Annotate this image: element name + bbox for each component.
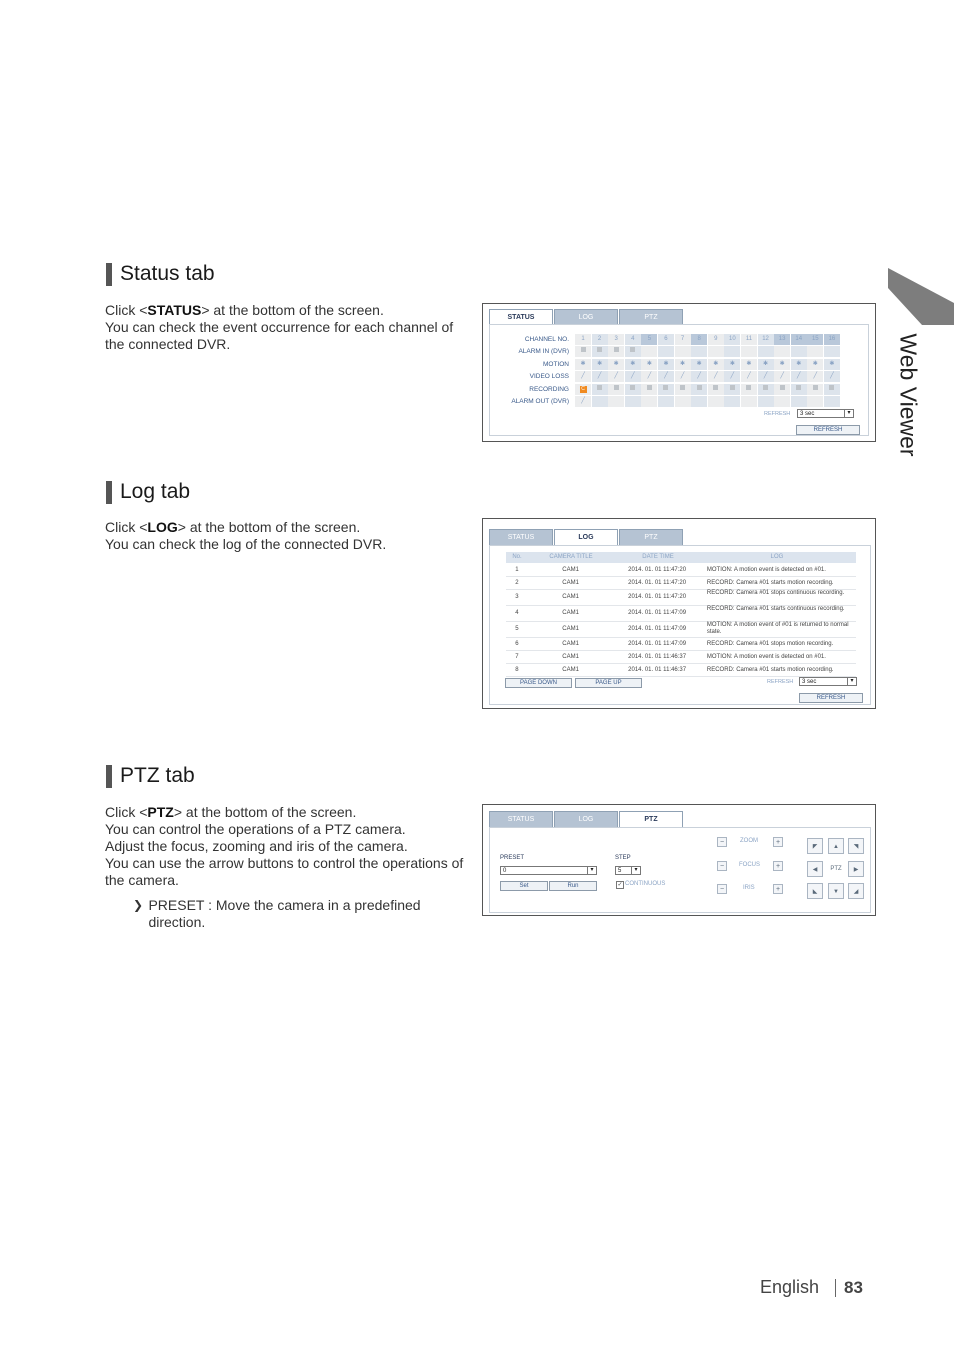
ptz-right-button[interactable]: ▶ [848,861,864,877]
alarm-dot-icon [581,347,586,352]
ptz-up-left-button[interactable]: ◤ [807,838,823,854]
footer-divider [835,1279,836,1297]
status-cell [708,396,724,407]
video-loss-icon: ╱ [675,371,691,382]
tab-ptz[interactable]: PTZ [619,529,683,546]
status-cell [824,396,840,407]
log-cell-dt: 2014. 01. 01 11:47:09 [628,641,687,647]
log-cell-log: MOTION: A motion event is detected on #01. [706,654,826,660]
log-cell-dt: 2014. 01. 01 11:47:20 [628,580,687,586]
step-label: STEP [615,855,631,861]
zoom-label: ZOOM [740,838,758,844]
alarm-dot-icon [630,347,635,352]
focus-minus-button[interactable]: − [717,861,727,871]
log-cell-no: 5 [515,626,519,632]
video-loss-icon: ╱ [658,371,674,382]
ptz-description: Click <PTZ> at the bottom of the screen. You can control the operations of a PTZ camera. Adjust the focus, zooming and iris of the camera. You can use the arrow buttons to control the operations of the camera. ❯ PRESET : Move the camera in a predefined direction. [105,804,470,931]
table-row [506,622,856,638]
status-row [495,384,841,396]
page-footer [760,1277,863,1298]
heading-bar [106,263,112,286]
recording-dot-icon [713,385,718,390]
status-row-label: ALARM IN (DVR) [518,348,569,356]
log-cell-no: 1 [515,567,519,573]
bullet-arrow-icon: ❯ [133,898,144,912]
video-loss-icon: ╱ [608,371,624,382]
video-loss-icon: ╱ [592,371,608,382]
tab-ptz[interactable]: PTZ [619,811,683,828]
video-loss-icon: ╱ [708,371,724,382]
tab-log[interactable]: LOG [554,309,618,326]
refresh-label: REFRESH [764,411,791,417]
col-no: No. [512,554,522,560]
table-row [506,606,856,622]
log-cell-log: MOTION: A motion event is detected on #01. [706,567,826,573]
log-tab-heading: Log tab [106,480,190,504]
status-row-label: CHANNEL NO. [524,336,569,343]
recording-dot-icon [614,385,619,390]
log-table-header [506,552,856,563]
log-cell-log: MOTION: A motion event of #01 is returned to normal state. [706,622,849,635]
ptz-up-right-button[interactable]: ◥ [848,838,864,854]
motion-icon: ✱ [625,359,641,370]
chevron-down-icon: ▾ [631,867,640,874]
status-cell [592,396,608,407]
recording-dot-icon [630,385,635,390]
table-row [506,564,856,577]
status-cell [608,384,624,395]
status-cell [625,396,641,407]
recording-dot-icon [663,385,668,390]
recording-dot-icon [763,385,768,390]
tab-status[interactable]: STATUS [489,811,553,828]
side-tab-marker [888,268,954,325]
refresh-button[interactable]: REFRESH [796,425,860,435]
status-cell [658,384,674,395]
channel-number: 1 [575,334,591,345]
page-up-button[interactable]: PAGE UP [575,678,642,688]
tab-ptz[interactable]: PTZ [619,309,683,326]
side-tab-label: Web Viewer [895,333,922,457]
focus-label: FOCUS [739,862,760,868]
channel-number: 11 [741,334,757,345]
channel-number: 6 [658,334,674,345]
status-cell [675,346,691,357]
log-cell-log: RECORD: Camera #01 stops continuous recording. [706,590,845,596]
status-cell [608,396,624,407]
ptz-down-left-button[interactable]: ◣ [807,883,823,899]
motion-icon: ✱ [807,359,823,370]
status-description: Click <STATUS> at the bottom of the screen. You can check the event occurrence for each channel of the connected DVR. [105,302,454,352]
status-cell [608,346,624,357]
log-cell-no: 3 [515,594,519,600]
status-cell [592,384,608,395]
log-cell-log: RECORD: Camera #01 starts motion recording. [706,580,834,586]
status-cell [575,384,591,395]
status-cell [824,346,840,357]
status-cell [592,346,608,357]
col-date-time: DATE TIME [642,554,674,560]
chevron-down-icon: ▾ [587,867,596,874]
table-row [506,664,856,677]
log-cell-cam: CAM1 [562,667,579,673]
status-cell [691,346,707,357]
video-loss-icon: ╱ [691,371,707,382]
motion-icon: ✱ [791,359,807,370]
preset-set-button[interactable]: Set [500,881,548,891]
channel-number: 5 [641,334,657,345]
ptz-panel [489,827,871,913]
iris-plus-button[interactable]: + [773,884,783,894]
refresh-interval-select[interactable]: 3 sec ▾ [799,677,857,686]
recording-dot-icon [813,385,818,390]
channel-number: 14 [791,334,807,345]
recording-dot-icon [597,385,602,390]
status-cell [758,384,774,395]
ptz-screenshot [482,804,876,916]
iris-minus-button[interactable]: − [717,884,727,894]
table-row [506,577,856,590]
recording-dot-icon [746,385,751,390]
log-cell-cam: CAM1 [562,567,579,573]
ptz-center-label: PTZ [830,866,842,872]
status-grid [495,334,865,414]
status-cell [807,384,823,395]
preset-bullet: ❯ PRESET : Move the camera in a predefined direction. [133,897,421,930]
channel-number: 4 [625,334,641,345]
log-cell-cam: CAM1 [562,580,579,586]
col-log: LOG [770,554,784,560]
status-row [495,396,841,408]
video-loss-icon: ╱ [625,371,641,382]
status-cell [791,384,807,395]
log-description: Click <LOG> at the bottom of the screen. You can check the log of the connected DVR. [105,519,387,552]
log-cell-log: RECORD: Camera #01 stops motion recording. [706,641,834,647]
status-cell [724,346,740,357]
log-cell-dt: 2014. 01. 01 11:47:09 [628,626,687,632]
status-row-label: MOTION [543,360,569,368]
log-cell-no: 8 [515,667,519,673]
motion-icon: ✱ [708,359,724,370]
status-cell [791,346,807,357]
status-cell [675,396,691,407]
status-row-label: VIDEO LOSS [529,373,569,381]
channel-number: 9 [708,334,724,345]
status-cell [741,384,757,395]
status-cell [675,384,691,395]
status-cell [824,384,840,395]
log-cell-no: 4 [515,610,519,616]
tab-status[interactable]: STATUS [489,529,553,546]
log-cell-cam: CAM1 [562,641,579,647]
video-loss-icon: ╱ [741,371,757,382]
status-cell [741,346,757,357]
channel-number: 10 [724,334,740,345]
video-loss-icon: ╱ [774,371,790,382]
ptz-left-button[interactable]: ◀ [807,861,823,877]
status-row-label: ALARM OUT (DVR) [511,398,569,405]
recording-dot-icon [796,385,801,390]
chevron-down-icon: ▾ [844,410,853,417]
log-screenshot [482,518,876,709]
log-cell-log: RECORD: Camera #01 starts continuous recording. [706,606,845,612]
status-row [495,359,841,371]
video-loss-icon: ╱ [724,371,740,382]
motion-icon: ✱ [658,359,674,370]
status-cell [641,346,657,357]
preset-select[interactable]: 0 ▾ [500,866,597,875]
col-camera-title: CAMERA TITLE [549,554,593,560]
log-panel [489,545,871,705]
status-cell [708,346,724,357]
refresh-button[interactable]: REFRESH [799,693,863,703]
status-cell [774,384,790,395]
log-cell-cam: CAM1 [562,654,579,660]
status-cell [807,346,823,357]
video-loss-icon: ╱ [791,371,807,382]
ptz-down-right-button[interactable]: ◢ [848,883,864,899]
recording-dot-icon [697,385,702,390]
chevron-down-icon: ▾ [847,678,856,685]
channel-number: 8 [691,334,707,345]
status-cell [724,384,740,395]
table-row [506,638,856,651]
ptz-tab-heading: PTZ tab [106,764,195,788]
tab-log[interactable]: LOG [554,529,618,546]
channel-number: 12 [758,334,774,345]
channel-number: 15 [807,334,823,345]
status-cell [724,396,740,407]
log-cell-cam: CAM1 [562,594,579,600]
log-cell-dt: 2014. 01. 01 11:46:37 [628,654,687,660]
log-cell-no: 2 [515,580,519,586]
zoom-minus-button[interactable]: − [717,837,727,847]
channel-number: 7 [675,334,691,345]
alarm-dot-icon [597,347,602,352]
status-cell [658,396,674,407]
motion-icon: ✱ [774,359,790,370]
motion-icon: ✱ [741,359,757,370]
motion-icon: ✱ [675,359,691,370]
status-cell [641,396,657,407]
table-row [506,651,856,664]
status-cell [641,384,657,395]
status-cell [791,396,807,407]
log-cell-dt: 2014. 01. 01 11:47:20 [628,567,687,573]
status-tab-heading: Status tab [106,262,215,286]
status-row [495,371,841,383]
channel-number: 13 [774,334,790,345]
status-row-label: RECORDING [529,385,569,393]
tab-status[interactable]: STATUS [489,309,553,326]
video-loss-icon: ╱ [575,371,591,382]
status-cell [758,346,774,357]
channel-number: 2 [592,334,608,345]
alarm-out-icon: ╱ [575,396,591,407]
motion-icon: ✱ [724,359,740,370]
motion-icon: ✱ [691,359,707,370]
ptz-up-button[interactable]: ▲ [828,838,844,854]
log-cell-dt: 2014. 01. 01 11:47:09 [628,610,687,616]
zoom-plus-button[interactable]: + [773,837,783,847]
status-cell [691,396,707,407]
status-cell [741,396,757,407]
status-cell [691,384,707,395]
video-loss-icon: ╱ [641,371,657,382]
status-cell [625,346,641,357]
heading-bar [106,481,112,504]
log-cell-log: RECORD: Camera #01 starts motion recording. [706,667,834,673]
footer-language: English [760,1277,820,1297]
recording-dot-icon [780,385,785,390]
motion-icon: ✱ [592,359,608,370]
log-cell-no: 6 [515,641,519,647]
video-loss-icon: ╱ [807,371,823,382]
channel-number: 16 [824,334,840,345]
log-cell-dt: 2014. 01. 01 11:46:37 [628,667,687,673]
table-row [506,590,856,606]
page-number: 83 [844,1277,863,1297]
recording-dot-icon [647,385,652,390]
motion-icon: ✱ [608,359,624,370]
log-cell-no: 7 [515,654,519,660]
refresh-interval-select[interactable]: 3 sec ▾ [797,409,854,418]
recording-dot-icon [730,385,735,390]
ptz-down-button[interactable]: ▼ [828,883,844,899]
continuous-checkbox[interactable]: ✓ [617,882,623,888]
status-row [495,346,841,358]
motion-icon: ✱ [824,359,840,370]
status-cell [807,396,823,407]
refresh-label: REFRESH [767,679,794,685]
status-screenshot [482,303,876,442]
channel-number: 3 [608,334,624,345]
log-cell-cam: CAM1 [562,610,579,616]
preset-run-button[interactable]: Run [549,881,597,891]
tab-log[interactable]: LOG [554,811,618,828]
log-cell-dt: 2014. 01. 01 11:47:20 [628,594,687,600]
step-select[interactable]: 5 ▾ [615,866,641,875]
motion-icon: ✱ [575,359,591,370]
status-cell [774,346,790,357]
status-row [495,334,841,346]
continuous-label: CONTINUOUS [625,881,666,887]
status-cell [774,396,790,407]
heading-bar [106,765,112,788]
motion-icon: ✱ [641,359,657,370]
status-cell [658,346,674,357]
recording-badge: C [581,385,585,392]
recording-dot-icon [680,385,685,390]
focus-plus-button[interactable]: + [773,861,783,871]
status-panel [489,324,869,436]
alarm-dot-icon [614,347,619,352]
status-cell [625,384,641,395]
recording-dot-icon [829,385,834,390]
preset-label: PRESET [500,855,525,861]
log-cell-cam: CAM1 [562,626,579,632]
iris-label: IRIS [743,885,755,891]
status-cell [758,396,774,407]
motion-icon: ✱ [758,359,774,370]
video-loss-icon: ╱ [758,371,774,382]
status-cell [575,346,591,357]
page-down-button[interactable]: PAGE DOWN [505,678,572,688]
video-loss-icon: ╱ [824,371,840,382]
status-cell [708,384,724,395]
